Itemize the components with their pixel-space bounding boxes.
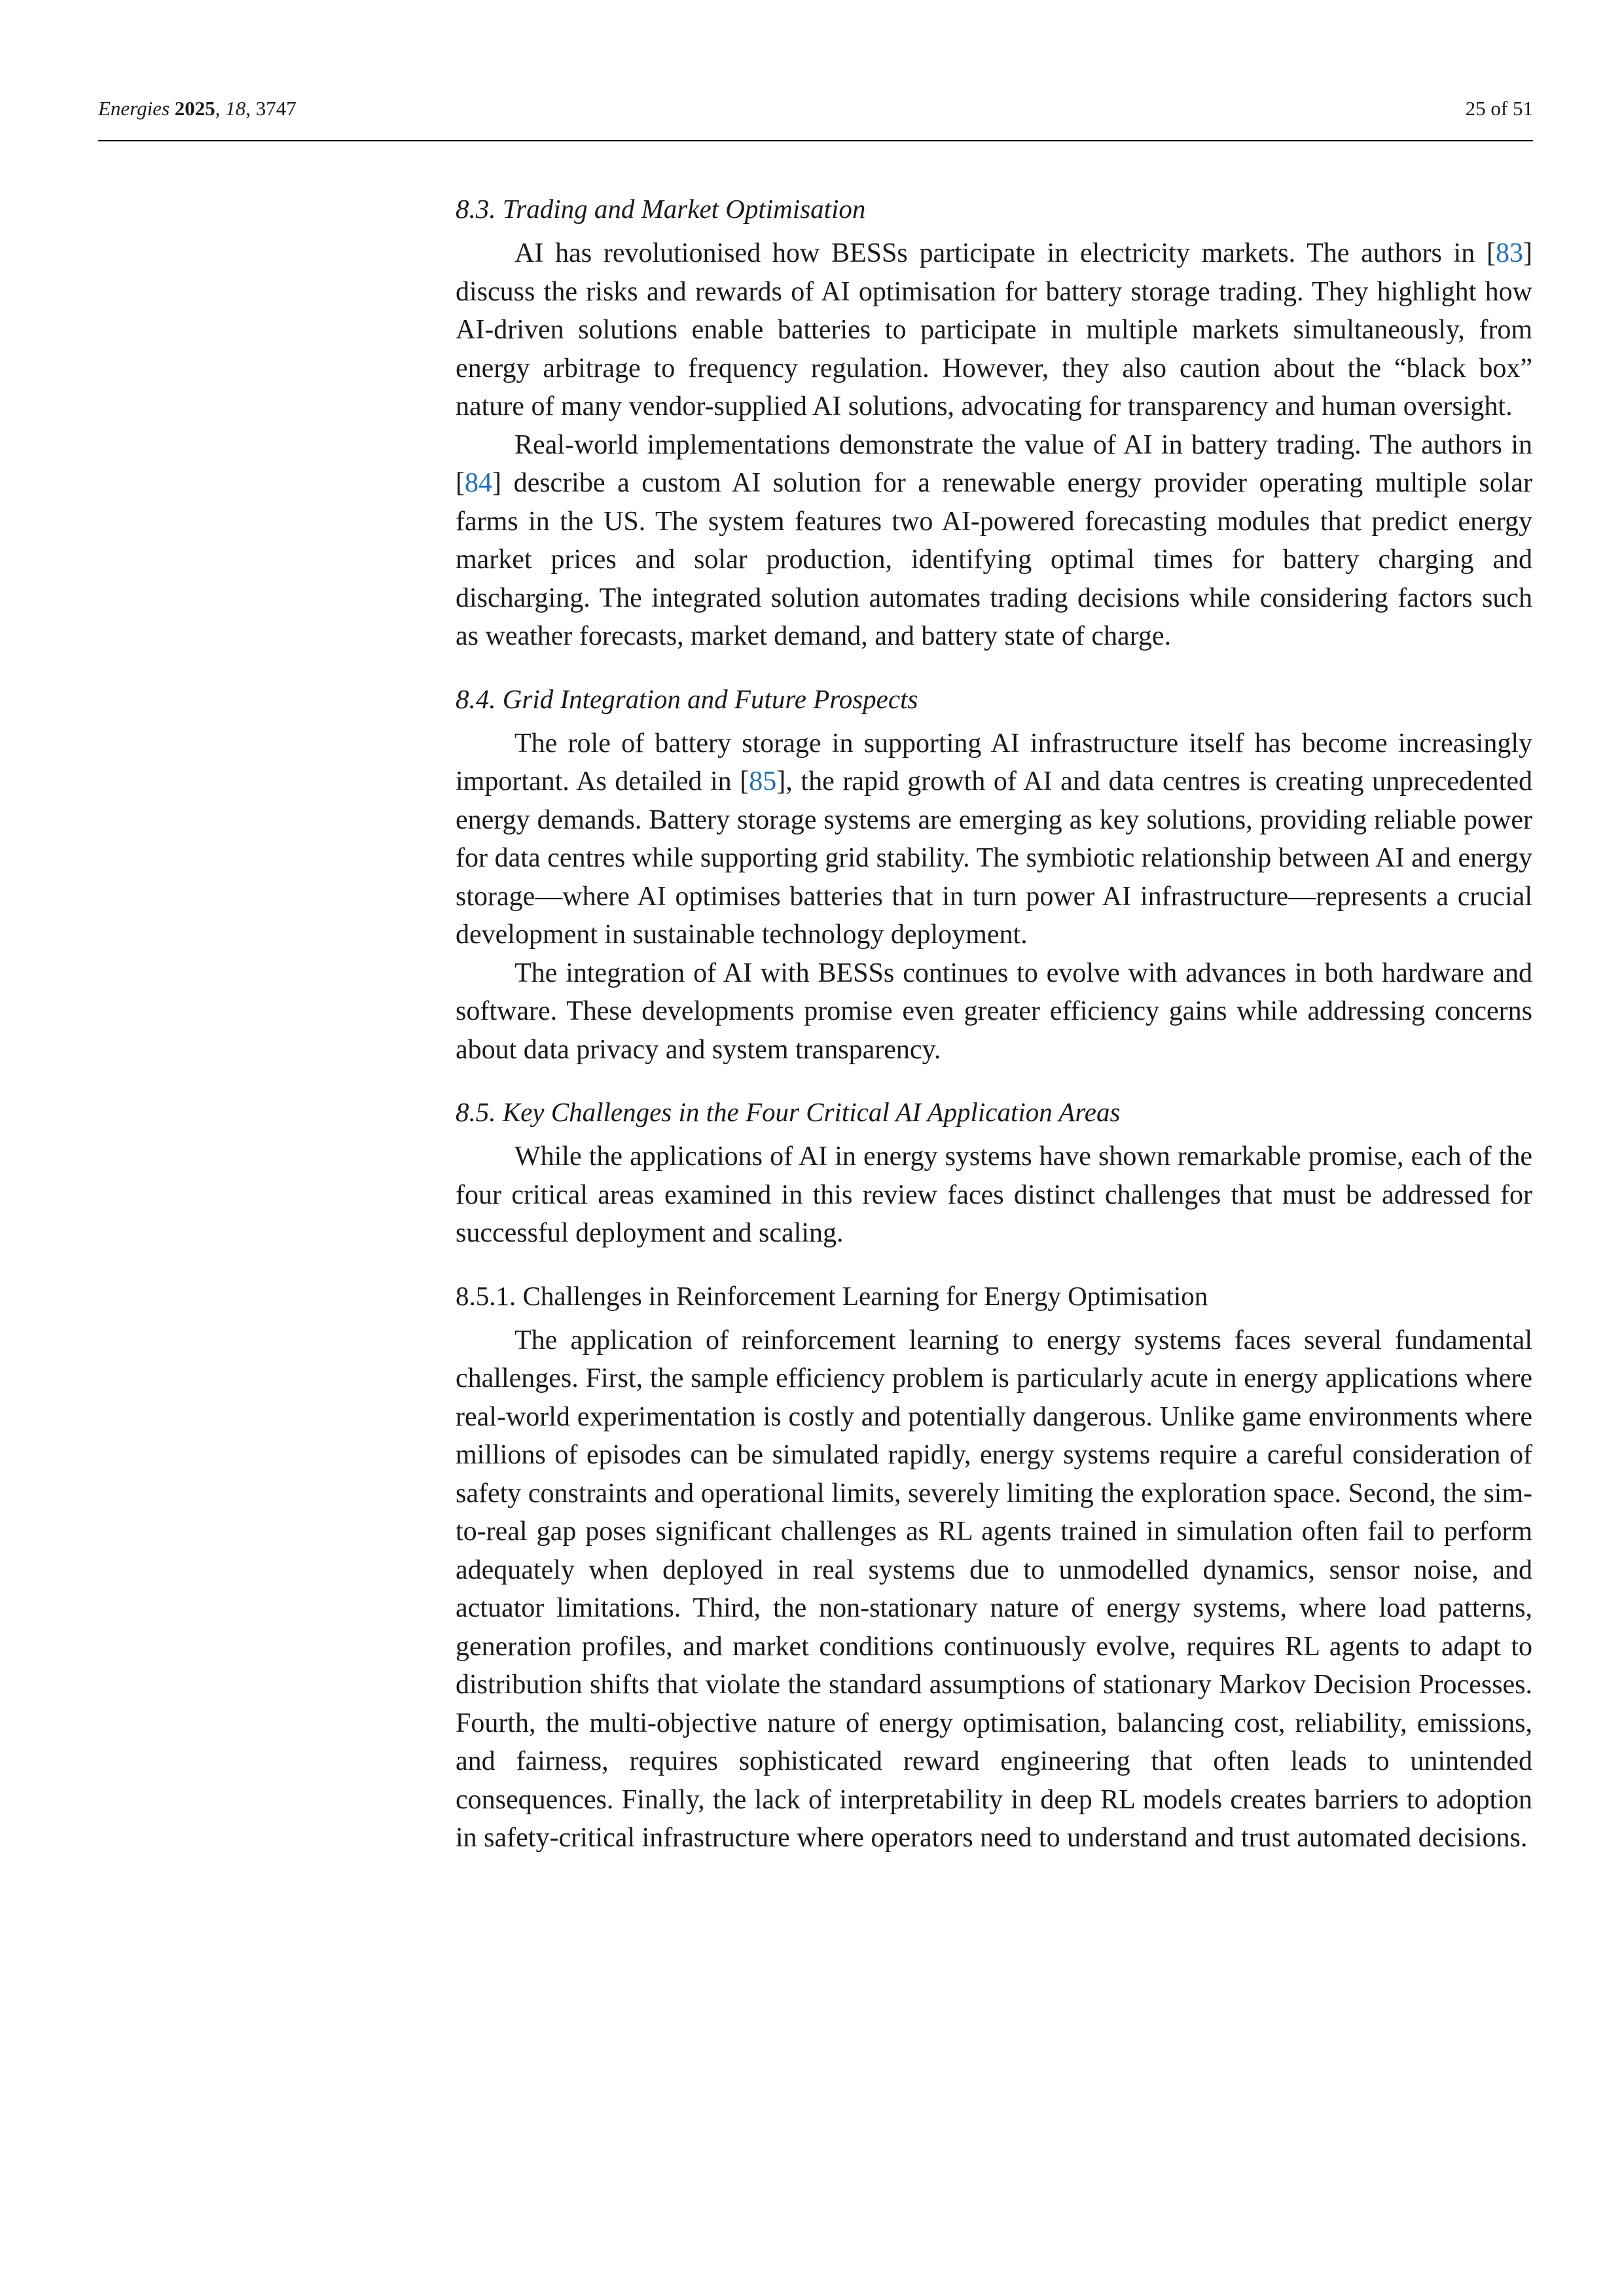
citation-link[interactable]: 83 (1496, 238, 1523, 268)
paragraph (456, 426, 1532, 656)
paragraph: The application of reinforcement learning to energy systems faces several fundamental challenges. First, the sample efficiency problem is particularly acute in energy applications where real-world experimentation is costly and potentially dangerous. Unlike game environments where millions of episodes can be simulated rapidly, energy systems require a careful consideration of safety constraints and operational limits, severely limiting the exploration space. Second, the sim-to-real gap poses significant challenges as RL agents trained in simulation often fail to perform adequately when deployed in real systems due to unmodelled dynamics, sensor noise, and actuator limitations. Third, the non-stationary nature of energy systems, where load patterns, generation profiles, and market conditions continuously evolve, requires RL agents to adapt to distribution shifts that violate the standard assumptions of stationary Markov Decision Processes. Fourth, the multi-objective nature of energy optimisation, balancing cost, reliability, emissions, and fairness, requires sophisticated reward engineering that often leads to unintended consequences. Finally, the lack of interpretability in deep RL models creates barriers to adoption in safety-critical infrastructure where operators need to understand and trust automated decisions. (456, 1325, 1532, 1853)
paragraph: While the applications of AI in energy systems have shown remarkable promise, each of the four critical areas examined in this review faces distinct challenges that must be addressed for successful deployment and scaling. (456, 1141, 1532, 1248)
paragraph-text: AI has revolutionised how BESSs participate in electricity markets. The authors in [ (514, 238, 1496, 268)
spacer (456, 1069, 1532, 1093)
running-header (98, 89, 1533, 128)
paragraph (456, 234, 1532, 426)
citation-link[interactable]: 85 (749, 766, 777, 797)
journal-name: Energies (98, 97, 170, 120)
paragraph-text: The role of battery storage in supporting AI infrastructure itself has become increasingly important. As detailed in [ (456, 728, 1532, 797)
section-heading-8-3: 8.3. Trading and Market Optimisation (456, 194, 866, 224)
journal-citation: Energies 2025, 18, 3747 (98, 97, 297, 120)
paragraph (456, 725, 1532, 954)
spacer (456, 1253, 1532, 1277)
subsection-heading-8-5-1: 8.5.1. Challenges in Reinforcement Learning for Energy Optimisation (456, 1280, 1208, 1311)
paragraph-text: ], the rapid growth of AI and data centres is creating unprecedented energy demands. Battery storage systems are emerging as key solutions, providing reliable power for data centres while supporting grid stability. The symbiotic relationship between AI and energy storage—where AI optimises batteries that in turn power AI infrastructure—represents a crucial development in sustainable technology deployment. (456, 766, 1532, 950)
header-rule (98, 140, 1533, 141)
journal-volume: 18 (225, 97, 246, 120)
spacer (456, 656, 1532, 680)
section-heading-8-4: 8.4. Grid Integration and Future Prospects (456, 683, 918, 714)
article-number: 3747 (255, 97, 297, 120)
article-body (456, 190, 1532, 1857)
citation-link[interactable]: 84 (465, 468, 492, 498)
section-heading-8-5: 8.5. Key Challenges in the Four Critical AI Application Areas (456, 1097, 1121, 1127)
paragraph: The integration of AI with BESSs continues to evolve with advances in both hardware and software. These developments promise even greater efficiency gains while addressing concerns about data privacy and system transparency. (456, 958, 1532, 1065)
journal-year: 2025 (174, 97, 215, 120)
page-indicator: 25 of 51 (1465, 97, 1533, 120)
paragraph-text: ] describe a custom AI solution for a renewable energy provider operating multiple solar farms in the US. The system features two AI-powered forecasting modules that predict energy market prices and solar production, identifying optimal times for battery charging and discharging. The integrated solution automates trading decisions while considering factors such as weather forecasts, market demand, and battery state of charge. (456, 468, 1532, 651)
paragraph-text: ] discuss the risks and rewards of AI optimisation for battery storage trading. They highlight how AI-driven solutions enable batteries to participate in multiple markets simultaneously, from energy arbitrage to frequency regulation. However, they also caution about the “black box” nature of many vendor-supplied AI solutions, advocating for transparency and human oversight. (456, 238, 1532, 422)
paragraph-text: Real-world implementations demonstrate the value of AI in battery trading. The authors in [ (456, 429, 1532, 498)
